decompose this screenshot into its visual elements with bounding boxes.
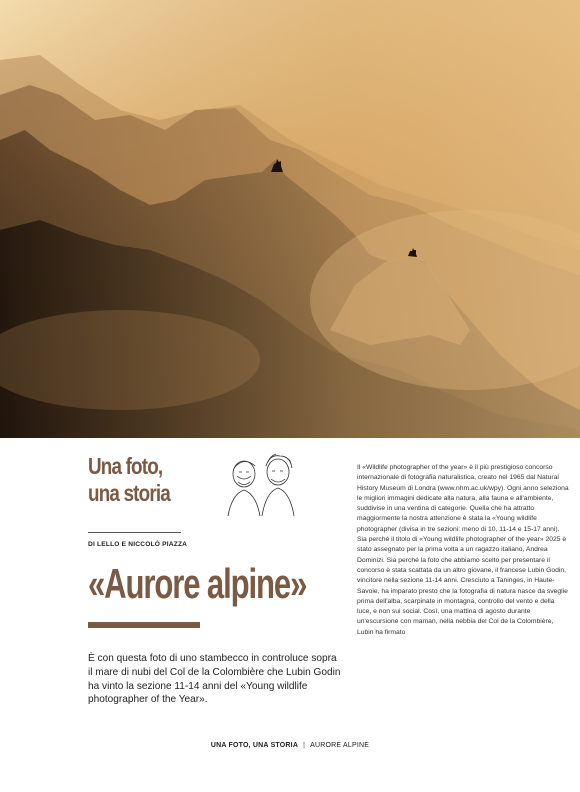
body-paragraph: Il «Wildlife photographer of the year» è il più prestigioso concorso internazionale di fotografia naturalistica, creato nel 1965 dal Natural History Museum di Londra (www.nhm.ac.uk/wpy). Ogni anno seleziona le migliori immagini dedicate alla natura, alla fauna e all'ambiente, suddivise in una ventina di categorie. Quella che ha attratto maggiormente la nostra attenzione è stata la «Young wildlife photographer (divisa in tre sezioni: meno di 10, 11-14 e 15-17 anni). Sia perché il titolo di «Young wildlife photographer of the year» 2025 è stato assegnato per la prima volta a un ragazzo italiano, Andrea Dominizi. Sia perché la foto che abbiamo scelto per presentare il concorso è stata scattata da un altro giovane, il francese Lubin Godin, vincitore nella sezione 11-14 anni. Cresciuto a Taninges, in Haute-Savoie, ha imparato presto che la fotografia di natura nasce da sveglie prima dell'alba, scarpinate in montagna, controllo del vento e della luce, e non sui social. Così, una mattina di agosto durante un'escursione con maman, nella nebbia del Col de la Colombière, Lubin ha firmato (357, 464, 569, 636)
footer-article: AURORE ALPINE (310, 742, 370, 749)
byline: DI LELLO E NICCOLÒ PIAZZA (88, 541, 188, 548)
footer-separator: | (303, 742, 306, 749)
authors-sketch-icon (208, 448, 314, 518)
section-title (88, 453, 182, 507)
intro-paragraph: È con questa foto di uno stambecco in controluce sopra il mare di nubi del Col de la Colombière che Lubin Godin ha vinto la sezione 11-14 anni del «Young wildlife photographer of the Year». (88, 653, 341, 706)
page-footer (0, 742, 580, 749)
footer-section: UNA FOTO, UNA STORIA (210, 742, 299, 749)
section-rule (88, 532, 181, 533)
section-title-line-1: Una foto, (88, 453, 163, 479)
section-title-line-2: una storia (88, 480, 170, 506)
article-title: «Aurore alpine» (88, 560, 307, 607)
title-underline (88, 622, 200, 628)
